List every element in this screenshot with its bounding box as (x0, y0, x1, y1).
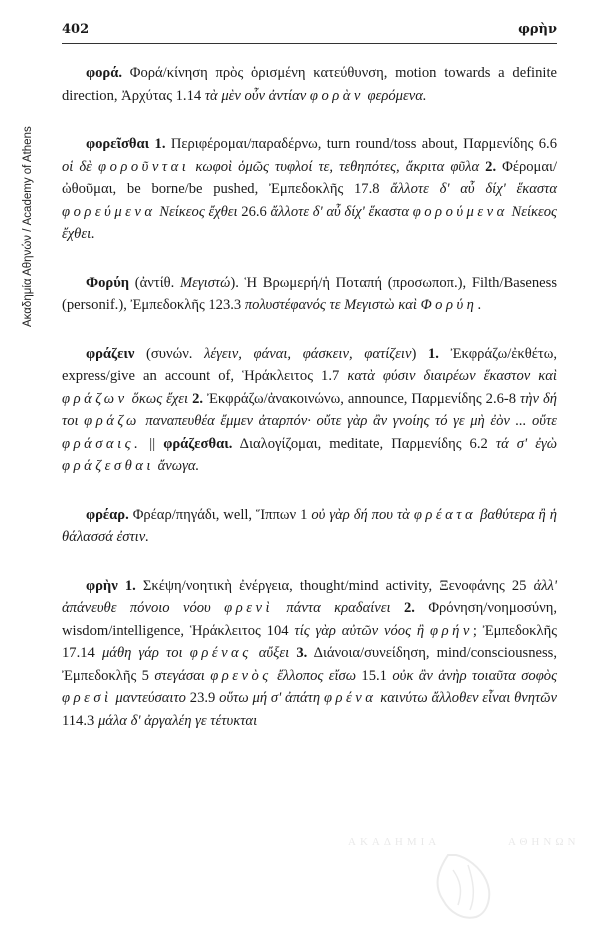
entry-text: ). Ἡ Βρωμερή/ἡ Ποταπή (προσωποπ.), Filth/Baseness (personif.), Ἐμπεδοκλῆς 123.3 (62, 274, 557, 313)
greek-quotation: κωφοὶ ὁμῶς τυφλοί τε, τεθηπότες, ἄκριτα φῦλα (189, 158, 486, 175)
entry-paragraph (62, 133, 557, 246)
greek-quotation: ἔλλοπος εἴσω (271, 667, 357, 684)
spaced-keyword: φορούμενα (412, 203, 508, 220)
sense-number: 1. (149, 136, 166, 152)
greek-quotation: ἄνωγα. (153, 458, 200, 474)
headword: Φορύη (86, 274, 130, 291)
spaced-keyword: φρέατα (413, 506, 477, 523)
greek-quotation: οὐ γὰρ δή που τὰ (311, 506, 414, 523)
entry-text: Φρόνηση/νοημοσύνη, wisdom/intelligence, Ἡράκλειτος 104 (62, 600, 557, 639)
dictionary-entries (62, 62, 557, 758)
spaced-keyword: φοροῦνται (98, 158, 190, 175)
entry-text: 114.3 (62, 712, 98, 729)
entry-text: Περιφέρομαι/παραδέρνω, turn round/toss about, Παρμενίδης 6.6 (165, 136, 557, 152)
greek-quotation: πάντα κραδαίνει (273, 600, 404, 616)
entry-text: Φέρομαι/ὠθοῦμαι, be borne/be pushed, Ἐμπεδοκλῆς 17.8 (62, 158, 558, 197)
dictionary-entry (62, 62, 557, 107)
entry-text: || (141, 435, 164, 452)
watermark-text: Ακαδημία Αθηνών / Academy of Athens (22, 126, 34, 327)
greek-quotation: τίς γὰρ αὐτῶν νόος ἢ (294, 622, 431, 639)
entry-text: 26.6 (237, 203, 271, 220)
dictionary-entry (62, 504, 557, 549)
greek-quotation: μάλα δ' ἀργαλέη γε τέτυκται (97, 712, 258, 729)
headword: φορεῖσθαι (86, 136, 150, 152)
spaced-keyword: φράζεσθαι (62, 458, 154, 474)
entry-paragraph (62, 272, 557, 317)
running-title: φρὴν (518, 22, 557, 37)
dictionary-entry (62, 133, 557, 246)
spaced-keyword: φρήν (430, 622, 473, 639)
entry-paragraph (62, 504, 557, 549)
spaced-keyword: φράζω (84, 413, 140, 429)
entry-text: ) (411, 345, 428, 362)
side-watermark (22, 42, 36, 327)
greek-quotation: φερόμενα. (363, 87, 427, 104)
greek-quotation: ἀλλ' ἀπάνευθε πόνοιο νόου (62, 577, 557, 616)
entry-text: 23.9 (185, 690, 220, 706)
spaced-keyword: φράσαις. (62, 435, 142, 452)
greek-quotation: τά σ' ἐγὼ (495, 435, 557, 452)
spaced-keyword: φρεσὶ (62, 690, 112, 706)
dictionary-entry (62, 343, 557, 478)
greek-quotation: στεγάσαι (154, 667, 211, 684)
entry-text: Διαλογίζομαι, meditate, Παρμενίδης 6.2 (232, 435, 496, 452)
sense-number: 2. (485, 158, 497, 175)
dictionary-entry (62, 272, 557, 317)
greek-quotation: Νείκεος ἔχθει (155, 203, 238, 220)
headword: φορά. (86, 65, 123, 81)
greek-quotation: κατὰ φύσιν διαιρέων ἕκαστον καὶ (347, 368, 557, 384)
headword: φράζεσθαι. (163, 435, 233, 452)
greek-quotation: ἄλλοτε δ' αὖ δίχ' ἕκαστα (390, 181, 557, 197)
sense-number: 1. (117, 577, 136, 594)
sense-number: 3. (296, 645, 308, 661)
sense-number: 2. (192, 390, 204, 407)
greek-quotation: βαθύτερα ἢ ἡ θάλασσά ἐστιν. (62, 506, 557, 545)
entry-text: (ἀντίθ. (129, 274, 181, 291)
greek-quotation: μαντεύσαιτο (111, 690, 186, 706)
academy-stamp-watermark (338, 825, 598, 935)
entry-text: Σκέψη/νοητικὴ ἐνέργεια, thought/mind activity, Ξενοφάνης 25 (135, 577, 534, 594)
greek-quotation: μάθη γάρ τοι (101, 645, 190, 661)
greek-quotation: Μεγιστώ (180, 274, 231, 291)
entry-text: Ἐκφράζω/ἀνακοινώνω, announce, Παρμενίδης 2.6-8 (203, 390, 521, 407)
entry-text: ; Ἐμπεδοκλῆς 17.14 (62, 622, 557, 661)
running-head (62, 22, 557, 44)
headword: φράζειν (86, 345, 135, 362)
greek-quotation: πολυστέφανός τε Μεγιστὼ καὶ (244, 297, 421, 313)
spaced-keyword: φρενὸς (210, 667, 272, 684)
greek-quotation: τὴν δή τοι (62, 390, 557, 429)
headword: φρὴν (86, 577, 118, 594)
greek-quotation: οὕτω μή σ' ἀπάτη (219, 690, 324, 706)
spaced-keyword: φρένας (189, 645, 252, 661)
entry-paragraph (62, 343, 557, 478)
greek-quotation: λέγειν, φάναι, φάσκειν, φατίζειν (204, 345, 412, 362)
greek-quotation: ἄλλοτε δ' αὖ δίχ' ἕκαστα (270, 203, 413, 220)
page-number: 402 (62, 22, 90, 37)
entry-text: . (477, 297, 482, 313)
entry-paragraph (62, 575, 557, 733)
entry-text: Φορά/κίνηση πρὸς ὁρισμένη κατεύθυνση, motion towards a definite direction, Ἀρχύτας 1.14 (62, 65, 557, 104)
spaced-keyword: φρένα (323, 690, 377, 706)
svg-text:ΑΚΑΔΗΜΙΑ: ΑΚΑΔΗΜΙΑ (348, 836, 441, 848)
spaced-keyword: φορὰν (309, 87, 364, 104)
entry-text: (συνών. (134, 345, 205, 362)
greek-quotation: παναπευθέα ἔμμεν ἀταρπόν· οὔτε γὰρ ἂν γνοίης τό γε μὴ ἐὸν ... οὔτε (139, 413, 557, 429)
entry-text: Ἐκφράζω/ἐκθέτω, express/give an account of, Ἡράκλειτος 1.7 (62, 345, 557, 384)
greek-quotation: Νείκεος ἔχθει. (62, 203, 557, 242)
sense-number: 2. (403, 600, 415, 616)
page (62, 22, 558, 729)
entry-paragraph (62, 62, 557, 107)
greek-quotation: αὔξει (251, 645, 297, 661)
entry-text: Διάνοια/συνείδηση, mind/consciousness, Ἐμπεδοκλῆς 5 (62, 645, 557, 684)
greek-quotation: οἱ δὲ (62, 158, 98, 175)
sense-number: 1. (428, 345, 439, 362)
spaced-keyword: φράζων (62, 390, 128, 407)
dictionary-entry (62, 575, 557, 733)
entry-text: 15.1 (356, 667, 393, 684)
greek-quotation: οὐκ ἂν ἀνὴρ τοιαῦτα σοφὸς (392, 667, 557, 684)
spaced-keyword: φρενὶ (224, 600, 274, 616)
greek-quotation: τὰ μὲν οὖν ἀντίαν (204, 87, 310, 104)
greek-quotation: καινύτω ἄλλοθεν εἶναι θνητῶν (376, 690, 557, 706)
headword: φρέαρ. (86, 506, 129, 523)
greek-quotation: ὅκως ἔχει (127, 390, 193, 407)
svg-text:ΑΘΗΝΩΝ: ΑΘΗΝΩΝ (508, 836, 580, 848)
spaced-keyword: Φορύη (420, 297, 478, 313)
spaced-keyword: φορεύμενα (62, 203, 156, 220)
entry-text: Φρέαρ/πηγάδι, well, Ἵππων 1 (128, 506, 312, 523)
